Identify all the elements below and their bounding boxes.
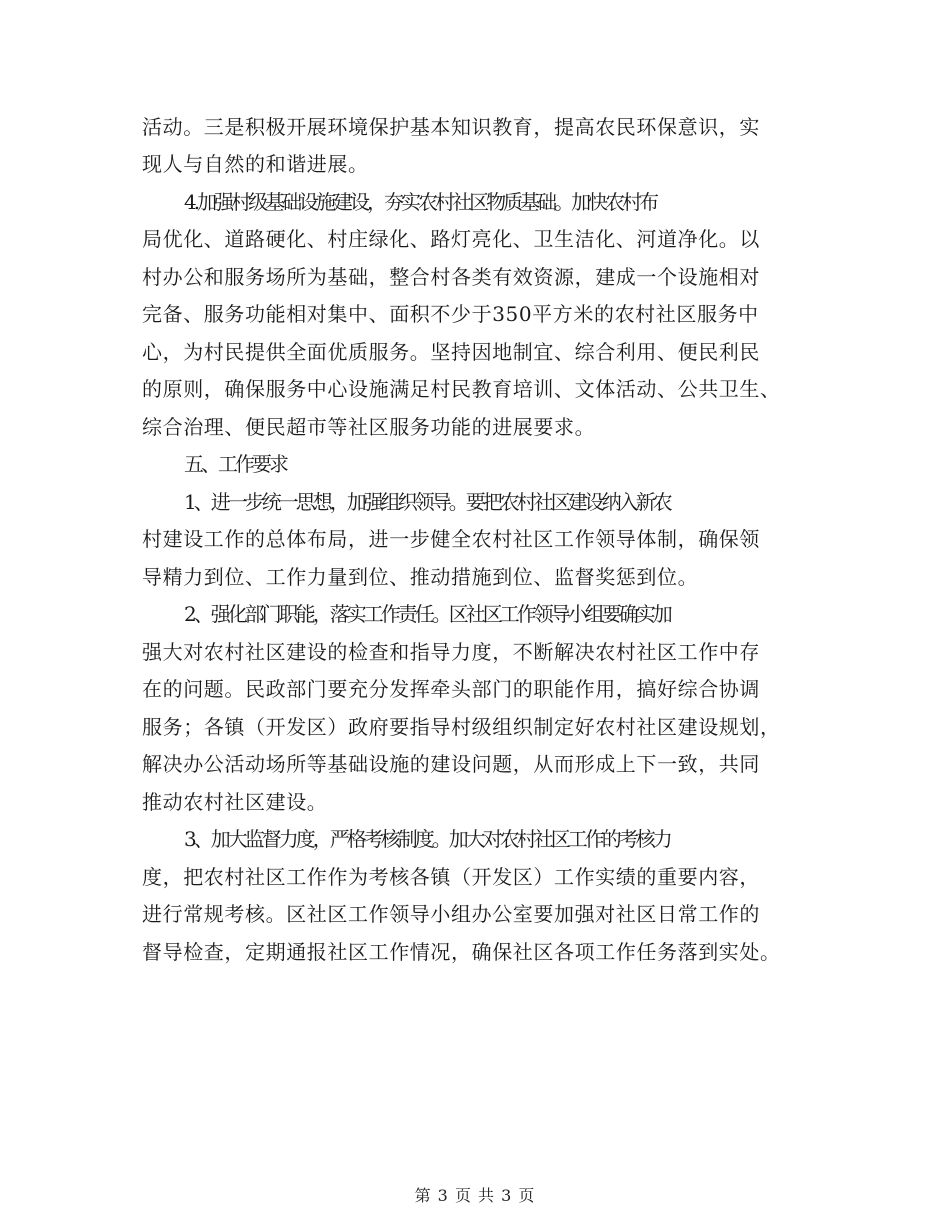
text-line: 进行常规考核。区社区工作领导小组办公室要加强对社区日常工作的 <box>142 902 760 926</box>
text-line: 3、加大监督力度，严格考核制度。加大对农村社区工作的考核力 <box>184 827 670 851</box>
text-line: 督导检查，定期通报社区工作情况，确保社区各项工作任务落到实处。 <box>142 940 781 964</box>
text-line: 推动农村社区建设。 <box>142 790 328 814</box>
text-line: 现人与自然的和谐进展。 <box>142 152 369 176</box>
text-line: 心，为村民提供全面优质服务。坚持因地制宜、综合利用、便民利民 <box>142 340 760 364</box>
text-line: 村办公和服务场所为基础，整合村各类有效资源，建成一个设施相对 <box>142 265 760 289</box>
text-line: 村建设工作的总体布局，进一步健全农村社区工作领导体制，确保领 <box>142 527 760 551</box>
text-line: 完备、服务功能相对集中、面积不少于350平方米的农村社区服务中 <box>142 302 759 326</box>
text-line: 综合治理、便民超市等社区服务功能的进展要求。 <box>142 415 596 439</box>
section-heading: 五、工作要求 <box>184 452 286 476</box>
text-line: 4.加强村级基础设施建设，夯实农村社区物质基础。加快农村布 <box>184 190 657 214</box>
text-line: 2、强化部门职能，落实工作责任。区社区工作领导小组要确实加 <box>184 602 670 626</box>
page-footer <box>0 1186 950 1206</box>
text-line: 的原则，确保服务中心设施满足村民教育培训、文体活动、公共卫生、 <box>142 377 781 401</box>
text-line: 强大对农村社区建设的检查和指导力度，不断解决农村社区工作中存 <box>142 640 760 664</box>
text-line: 1、进一步统一思想，加强组织领导。要把农村社区建设纳入新农 <box>184 490 670 514</box>
page-number: 第 3 页 共 3 页 <box>414 1186 536 1205</box>
text-line: 解决办公活动场所等基础设施的建设问题，从而形成上下一致，共同 <box>142 752 760 776</box>
text-line: 活动。三是积极开展环境保护基本知识教育，提高农民环保意识，实 <box>142 115 760 139</box>
text-line: 度，把农村社区工作作为考核各镇（开发区）工作实绩的重要内容， <box>142 865 760 889</box>
text-line: 服务；各镇（开发区）政府要指导村级组织制定好农村社区建设规划， <box>142 715 781 739</box>
text-line: 导精力到位、工作力量到位、推动措施到位、监督奖惩到位。 <box>142 565 699 589</box>
text-line: 局优化、道路硬化、村庄绿化、路灯亮化、卫生洁化、河道净化。以 <box>142 227 760 251</box>
text-line: 在的问题。民政部门要充分发挥牵头部门的职能作用，搞好综合协调 <box>142 677 760 701</box>
